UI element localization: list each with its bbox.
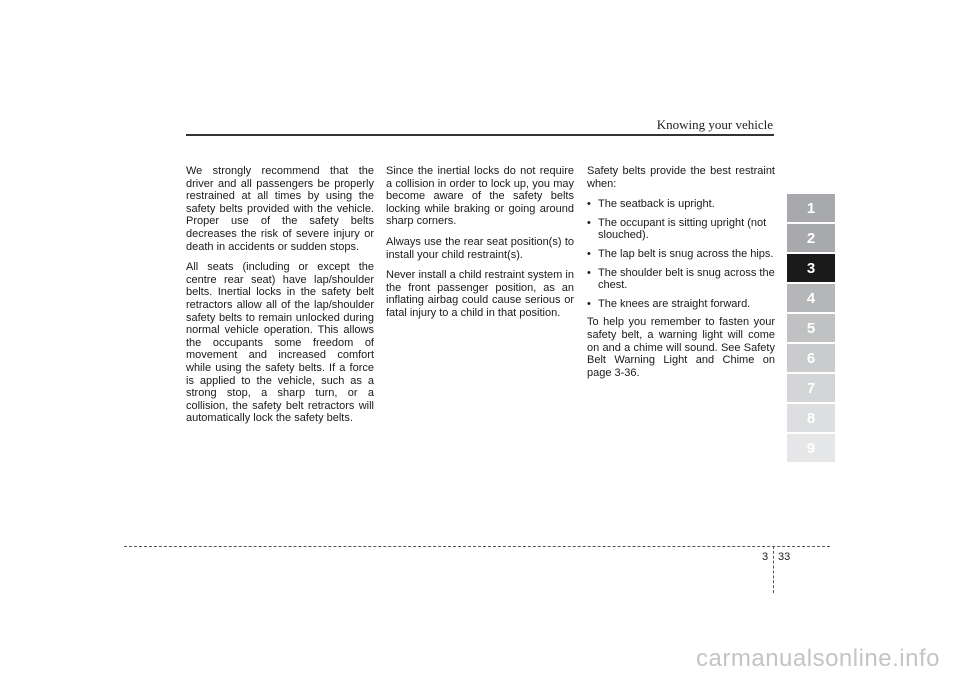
- paragraph: Always use the rear seat position(s) to install your child restraint(s).: [386, 235, 574, 261]
- chapter-tab-5[interactable]: 5: [787, 314, 835, 342]
- paragraph: Since the inertial locks do not require a collision in order to lock up, you may become aware of the safety belts locking while braking or going around sharp corners.: [386, 165, 574, 228]
- list-item: [587, 298, 775, 311]
- chapter-tab-3[interactable]: 3: [787, 254, 835, 282]
- bullet-icon: •: [587, 266, 591, 279]
- footer-vertical-divider: [773, 546, 774, 593]
- chapter-tab-1[interactable]: 1: [787, 194, 835, 222]
- chapter-tab-8[interactable]: 8: [787, 404, 835, 432]
- bullet-icon: •: [587, 216, 591, 229]
- chapter-tab-7[interactable]: 7: [787, 374, 835, 402]
- list-item: [587, 217, 775, 242]
- watermark: carmanualsonline.info: [696, 645, 940, 672]
- bullet-icon: •: [587, 297, 591, 310]
- text-column-1: [186, 165, 374, 433]
- header-divider: [186, 134, 774, 136]
- list-item-text: The shoulder belt is snug across the chest.: [598, 266, 775, 292]
- bullet-list: [587, 198, 775, 310]
- list-item: [587, 198, 775, 211]
- bullet-icon: •: [587, 247, 591, 260]
- chapter-tabs: [787, 194, 835, 464]
- list-item: [587, 267, 775, 292]
- chapter-tab-9[interactable]: 9: [787, 434, 835, 462]
- paragraph: All seats (including or except the centre rear seat) have lap/shoulder belts. Inertial locks in the safety belt retractors allow all of the lap/shoulder safety belts to remain unlocked during normal vehicle operation. This allows the occupants some freedom of movement and increased comfort while using the safety belts. If a force is applied to the vehicle, such as a strong stop, a sharp turn, or a collision, the safety belt retractors will automatically lock the safety belts.: [186, 261, 374, 425]
- paragraph: Never install a child restraint system in the front passenger position, as an inflating airbag could cause serious or fatal injury to a child in that position.: [386, 269, 574, 319]
- list-item-text: The seatback is upright.: [598, 198, 715, 211]
- page-header-title: Knowing your vehicle: [656, 117, 773, 132]
- list-item: [587, 248, 775, 261]
- bullet-icon: •: [587, 198, 591, 211]
- text-column-2: [386, 165, 574, 328]
- chapter-tab-6[interactable]: 6: [787, 344, 835, 372]
- list-item-text: The knees are straight forward.: [598, 297, 751, 310]
- footer-divider: [124, 546, 830, 547]
- page-number: 33: [778, 551, 791, 563]
- list-item-text: The occupant is sitting upright (not slouched).: [598, 216, 767, 242]
- paragraph: To help you remember to fasten your safety belt, a warning light will come on and a chime will sound. See Safety Belt Warning Light and Chime on page 3-36.: [587, 316, 775, 379]
- chapter-tab-2[interactable]: 2: [787, 224, 835, 252]
- list-item-text: The lap belt is snug across the hips.: [598, 247, 774, 260]
- page-section-number: 3: [762, 551, 769, 563]
- paragraph: We strongly recommend that the driver and all passengers be properly restrained at all times by using the safety belts provided with the vehicle. Proper use of the safety belts decreases the risk of severe injury or death in accidents or sudden stops.: [186, 165, 374, 253]
- paragraph: Safety belts provide the best restraint when:: [587, 165, 775, 190]
- chapter-tab-4[interactable]: 4: [787, 284, 835, 312]
- text-column-3: [587, 165, 775, 387]
